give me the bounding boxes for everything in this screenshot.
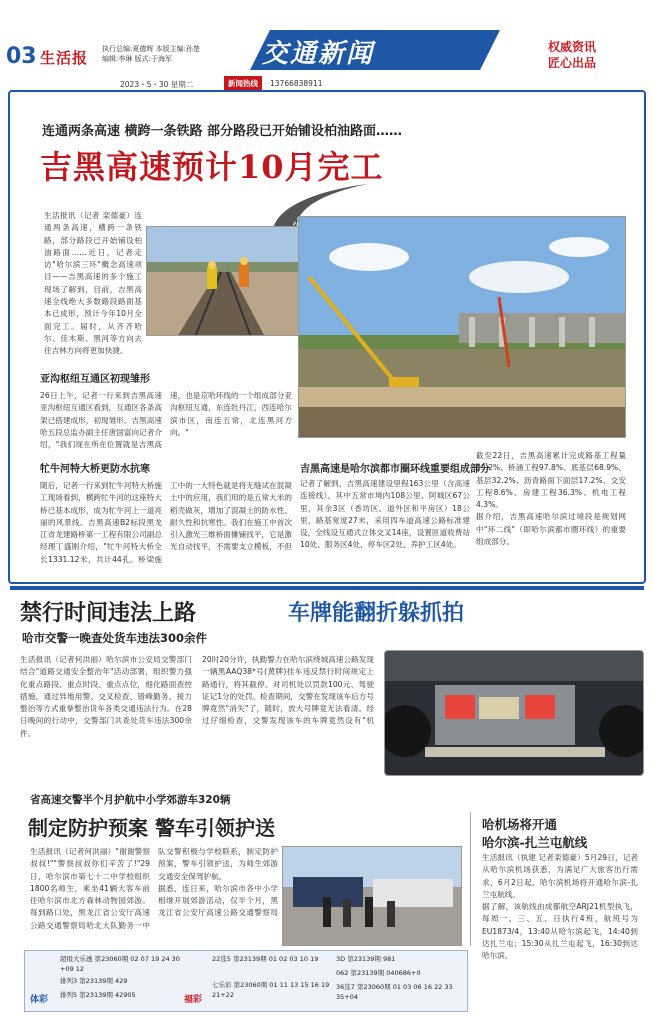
truck-plate-image — [385, 651, 644, 776]
lead-para-1: 26日上午，记者一行来到吉黑高速亚沟枢纽互通区看到，互通区各条高架已搭建成形，初现雏形。吉黑高速哈五段总监办副主任唐国富向记者介绍，"我们现在所在位置就是吉黑高速，也是京哈环线的一个组成部分亚沟枢纽互通，东连牡丹江，西连哈尔滨市区，南连五常，北连黑河方向。" — [40, 391, 292, 450]
slogan-line-2: 匠心出品 — [548, 56, 597, 71]
lottery-item-2: 排列3 第23139期 429 — [60, 977, 128, 985]
track-work-photo — [146, 226, 304, 336]
construction-site-photo — [298, 216, 626, 438]
police-escort-image — [283, 847, 462, 946]
lottery-item-1: 超级大乐透 第23060期 02 07 19 24 30 +09 12 — [60, 955, 180, 974]
page-number: 03 — [6, 44, 37, 69]
lead-para-3: 记者了解到，吉黑高速建设里程163公里（含高速连接线），其中五常市境内108公里、阿城区67公里，其余3区（香坊区、道外区和平房区）18公里，路基宽度27米，采用四车道高速公路标准建设，全线设互通式立体交叉14座，设置匝道收费站10处、服务区4处、停车区2处、养护工区4处。 — [300, 479, 470, 550]
truck-plate-photo — [384, 650, 644, 776]
track-work-image — [147, 227, 304, 336]
lead-para-2: 随后，记者一行来到牤牛河特大桥施工现场看到，横跨牤牛河的这座特大桥已基本成形，成为牤牛河上一道亮丽的风景线。吉黑高速B2标段黑龙江省龙建路桥第一工程有限公司副总经理丁盛刚介绍，"牤牛河特大桥全长1331.12米，共计44孔。桥梁施工中的一大特色就是将无缝试在混凝土中的应用，我们用的是五常大米的稻壳做灰，增加了混凝土的防水性、耐久性和抗寒性。我们在施工中首次引入激光三维桥面摊铺找平，它是激光自动找平，不需要支立模板，不但 — [40, 481, 292, 564]
story4-headline: 哈机场将开通 哈尔滨-扎兰屯航线 — [482, 817, 588, 850]
story2-headline-left: 禁行时间违法上路 — [20, 601, 197, 626]
hotline-number: 13766838911 — [270, 79, 323, 88]
story2-headline-right: 车牌能翻折躲抓拍 — [288, 601, 465, 626]
lottery-item-5: 七乐彩 第23060期 01 11 13 15 16 19 21+22 — [212, 981, 330, 1000]
fucai-label: 福彩 — [184, 995, 203, 1005]
slogan-line-1: 权威资讯 — [548, 40, 597, 54]
slogan — [548, 39, 596, 71]
story2-deck: 哈市交警一晚查处货车违法300余件 — [22, 631, 208, 645]
story3-headline: 制定防护预案 警车引领护送 — [28, 816, 275, 840]
story2-body: 生活报讯（记者何洪丽）哈尔滨市公安局交警部门结合"道路交通安全整治年"活动部署，组织警力强化重点路段、重点时段、重点点位，细化路面查控措施，通过异地用警、交叉检查、错峰勤务、接力整治等方式重拳整治货车各类交通违法行为。在28日晚间的行动中，交警部门共查处货车违法300余件。 20时20分许，执勤警力在哈尔滨绕城高速公路发现一辆黑AAQ38*号(黄牌)挂车违反禁行时间规定上路通行，将其截停。对司机处以罚款100元、驾驶证记1分的处罚。检查期间，交警在发现该车后方号牌竟然"消失"了，随时，放大号牌竟无法看清。经过仔细检查，交警发现该车的车牌竟然设有"机 — [20, 655, 374, 738]
story4-body: 生活报讯（执建 记者栾德豪）5月29日，记者从哈尔滨机场获悉，为满足广大旅客出行需求，6月2日起，哈尔滨机场将开通哈尔滨-扎兰屯航线。 据了解，该航线由成都航空ARJ21机型执飞，每周一、三、五、日执行4班，航班号为EU1873/4，13:40从哈尔滨起飞，14:40到达扎兰屯；15:30从扎兰屯起飞，16:30到达哈尔滨。 — [482, 853, 638, 961]
lead-subhead-2: 牤牛河特大桥更防水抗寒 — [40, 464, 150, 475]
police-escort-photo — [282, 846, 462, 946]
hotline-label: 新闻热线 — [224, 76, 262, 91]
lottery-item-8: 36选7 第23060期 01 03 06 16 22 33 35+04 — [336, 983, 453, 1002]
section-title: 交通新闻 — [262, 39, 375, 69]
construction-site-image — [299, 217, 626, 438]
story3-body: 生活报讯（记者何洪丽）"谢谢警察叔叔!""警察叔叔你们辛苦了!"29日，哈尔滨市第七十二中学校组织1800名师生，乘坐41辆大客车前往哈尔滨市北方森林动物园郊游。每到路口处，黑龙江省公安厅高速公路交通警察局哈北大队勤务一中队交警积极与学校联系，制定防护预案，警车引领护送，为师生郊游交通安全保驾护航。 据悉，连日来，哈尔滨市各中小学相继开展郊游活动，仅半个月，黑龙江省公安厅高速公路交通警察局 — [30, 847, 278, 930]
lead-subhead-1: 亚沟枢纽互通区初现雏形 — [40, 374, 150, 385]
editor-line-2: 编辑:李琳 版式:于海军 — [102, 55, 172, 64]
lottery-item-7: 062 第23139期 040686+0 — [336, 969, 421, 977]
story3-kicker: 省高速交警半个月护航中小学郊游车320辆 — [30, 794, 231, 806]
lottery-item-6: 3D 第23139期 981 — [336, 955, 396, 963]
lead-kicker: 连通两条高速 横跨一条铁路 部分路段已开始铺设柏油路面…… — [42, 124, 403, 139]
date: 2023・5・30 星期二 — [120, 80, 194, 89]
story2-rule — [10, 586, 644, 590]
lottery-item-4: 22选5 第23139期 01 02 03 10 19 — [212, 955, 319, 963]
lead-headline: 吉黑高速预计10月完工 — [40, 148, 384, 186]
lead-intro: 生活报讯（记者 栾德豪）连通两条高速，横跨一条铁路，部分路段已开始铺设柏油路面……近日，记者走访"哈尔滨三环"概念高速项目——吉黑高速的多个施工现场了解到，目前，吉黑高速全线绝大多数路段路面基本已成形，预计今年10月全面完工。届时，从齐齐哈尔、佳木斯、黑河等方向去往吉林方向将更加快捷。 — [44, 211, 142, 356]
lottery-item-3: 排列5 第23139期 42905 — [60, 991, 136, 999]
lead-para-4: 截至22日，吉黑高速累计完成路基工程量99.2%、桥涵工程97.8%、底基层68.9%、基层32.2%、沥青路面下面层17.2%、交安工程8.6%、房建工程36.3%、机电工程4.3%。 据介绍，吉黑高速哈尔滨过境段是规划网中"环二线"（即哈尔滨都市圈环线）的重要组成部分。 — [476, 451, 626, 547]
paper-logo: 生活报 — [40, 49, 89, 67]
editor-line-1: 执行总编:夏德辉 本版主编:孙楚 — [102, 45, 200, 53]
editor-credits — [102, 44, 200, 64]
tiyu-label: 体彩 — [30, 995, 49, 1005]
lead-subhead-3: 吉黑高速是哈尔滨都市圈环线重要组成部分 — [300, 464, 490, 475]
